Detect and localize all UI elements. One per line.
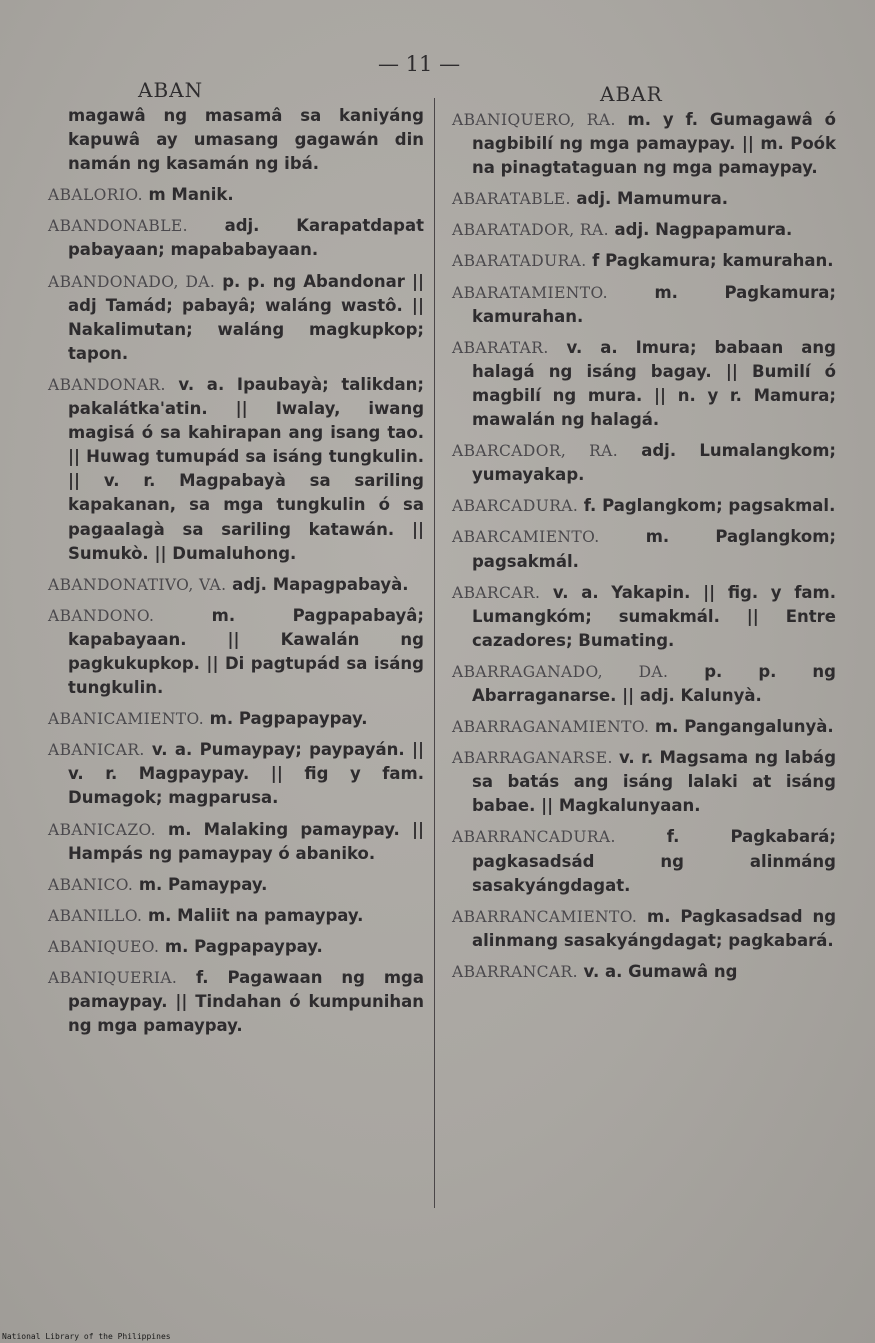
dictionary-entry: [48, 904, 424, 928]
entry-headword: ABANDONADO, DA.: [48, 272, 216, 291]
entry-headword: ABARRANCAR.: [452, 962, 578, 981]
entry-definition: m. Pagkamura; kamurahan.: [472, 282, 837, 326]
dictionary-entry: [452, 249, 836, 273]
dictionary-entry: [48, 373, 424, 566]
dictionary-entry: [452, 439, 836, 487]
entry-headword: ABANDONO.: [48, 606, 155, 625]
dictionary-entry: [452, 825, 836, 897]
entry-definition: adj. Nagpapamura.: [614, 220, 793, 240]
entry-definition: adj. Mamumura.: [576, 189, 728, 209]
dictionary-entry: [452, 281, 836, 329]
entry-headword: ABARATADURA.: [452, 252, 587, 271]
entry-headword: ABARRAGANAMIENTO.: [452, 718, 650, 737]
dictionary-entry: [452, 218, 836, 242]
entry-definition: m. Pangangalunyà.: [654, 717, 834, 737]
dictionary-entry: [452, 905, 836, 953]
entry-definition: m. Pagpapabayâ; kapabayaan. || Kawalán ng pagkukupkop. || Di pagtupád sa isáng tungkulin.: [68, 605, 424, 698]
dictionary-entry: [48, 707, 424, 731]
entry-definition: v. a. Pumaypay; paypayán. || v. r. Magpaypay. || fig y fam. Dumagok; magparusa.: [68, 740, 425, 808]
entry-headword: ABANDONAR.: [48, 375, 166, 394]
entry-definition: f. Paglangkom; pagsakmal.: [583, 496, 836, 516]
entry-definition: f. Pagawaan ng mga pamaypay. || Tindahan ó kumpunihan ng mga pamaypay.: [68, 968, 424, 1036]
dictionary-entry: [48, 270, 424, 366]
entry-headword: ABANIQUERIA.: [48, 969, 178, 987]
entry-definition: m. Pamaypay.: [138, 874, 268, 894]
entry-definition: m. Malaking pamaypay. || Hampás ng pamaypay ó abaniko.: [68, 819, 425, 863]
left-guide-word: ABAN: [138, 78, 204, 102]
dictionary-entry: [48, 738, 424, 810]
entry-headword: ABANILLO.: [48, 906, 143, 925]
entry-definition: f Pagkamura; kamurahan.: [592, 251, 834, 271]
dictionary-entry: [452, 715, 836, 739]
entry-headword: ABANICAZO.: [48, 820, 157, 839]
entry-definition: magawâ ng masamâ sa kaniyáng kapuwâ ay umasang gagawán din namán ng kasamán ng ibá.: [68, 106, 424, 174]
entry-headword: ABARCADOR, RA.: [452, 442, 619, 461]
dictionary-entry: [452, 108, 836, 180]
dictionary-entry: [48, 604, 424, 700]
dictionary-entry: [452, 746, 836, 818]
entry-headword: ABANICAR.: [48, 741, 145, 760]
entry-headword: ABARRANCADURA.: [452, 828, 616, 847]
dictionary-entry: [48, 818, 424, 866]
entry-headword: ABARATAMIENTO.: [452, 283, 609, 302]
entry-definition: adj. Mapagpabayà.: [232, 574, 409, 594]
entry-definition: v. a. Gumawâ ng: [583, 961, 738, 981]
dictionary-entry: [452, 960, 836, 984]
library-credit: National Library of the Philippines: [2, 1332, 171, 1341]
entry-headword: ABARRAGANARSE.: [452, 749, 613, 768]
entry-headword: ABARRAGANADO, DA.: [452, 662, 669, 681]
entry-definition: m. Pagkasadsad ng alinmang sasakyángdagat; pagkabará.: [472, 906, 837, 950]
entry-definition: m. Maliit na pamaypay.: [147, 905, 364, 925]
entry-definition: m. y f. Gumagawâ ó nagbibilí ng mga pamaypay. || m. Poók na pinagtataguan ng mga pamaypay.: [472, 110, 837, 178]
entry-definition: adj. Karapatdapat pabayaan; mapababayaan.: [68, 216, 425, 260]
entry-headword: ABARATAR.: [452, 338, 549, 357]
entry-definition: f. Pagkabará; pagkasadsád ng alinmáng sasakyángdagat.: [472, 827, 836, 895]
page-number: — 11 —: [378, 52, 461, 76]
entry-definition: v. a. Yakapin. || fig. y fam. Lumangkóm; sumakmál. || Entre cazadores; Bumating.: [472, 582, 836, 650]
entry-headword: ABANDONATIVO, VA.: [48, 575, 227, 594]
entry-headword: ABANIQUERO, RA.: [452, 111, 616, 129]
right-column: [452, 108, 836, 991]
entry-definition: p. p. ng Abandonar || adj Tamád; pabayâ; waláng wastô. || Nakalimutan; waláng magkupkop; tapon.: [68, 271, 425, 363]
entry-definition: m. Pagpapaypay.: [209, 709, 368, 729]
entry-definition: m. Paglangkom; pagsakmál.: [472, 527, 837, 571]
dictionary-entry: [48, 873, 424, 897]
dictionary-entry: [48, 104, 424, 176]
entry-headword: ABANDONABLE.: [48, 217, 188, 236]
entry-definition: adj. Lumalangkom; yumayakap.: [472, 441, 836, 485]
dictionary-entry: [452, 494, 836, 518]
entry-headword: ABARCAR.: [452, 583, 541, 602]
dictionary-entry: [48, 966, 424, 1038]
dictionary-entry: [48, 183, 424, 207]
page-header: [0, 50, 875, 106]
dictionary-entry: [452, 581, 836, 653]
entry-headword: ABARATADOR, RA.: [452, 221, 609, 240]
dictionary-entry: [452, 336, 836, 432]
entry-headword: ABARRANCAMIENTO.: [452, 907, 638, 926]
entry-definition: p. p. ng Abarraganarse. || adj. Kalunyà.: [472, 661, 836, 705]
entry-definition: v. r. Magsama ng labág sa batás ang isáng lalaki at isáng babae. || Magkalunyaan.: [472, 748, 837, 816]
entry-headword: ABALORIO.: [48, 186, 143, 205]
left-column: [48, 104, 424, 1045]
entry-definition: m. Pagpapaypay.: [164, 936, 323, 956]
entry-headword: ABARCAMIENTO.: [452, 528, 600, 547]
dictionary-entry: [48, 214, 424, 262]
dictionary-entry: [452, 660, 836, 708]
column-divider: [434, 98, 435, 1208]
entry-headword: ABARATABLE.: [452, 190, 571, 209]
entry-headword: ABARCADURA.: [452, 497, 579, 516]
entry-definition: m Manik.: [148, 185, 234, 205]
entry-headword: ABANICO.: [48, 875, 134, 894]
entry-headword: ABANICAMIENTO.: [48, 710, 205, 729]
dictionary-entry: [452, 187, 836, 211]
dictionary-entry: [48, 573, 424, 597]
entry-definition: v. a. Ipaubayà; talikdan; pakalátka'atin. || Iwalay, iwang magisá ó sa kahirapan ang isang tao. || Huwag tumupád sa isáng tungkulin. || v. r. Magpabayà sa sariling kapakanan, sa mga tungkulin ó sa pagaalagà sa sariling katawán. || Sumukò. || Dumaluhong.: [68, 374, 425, 563]
entry-definition: v. a. Imura; babaan ang halagá ng isáng bagay. || Bumilí ó magbilí ng mura. || n. y r. Mamura; mawalán ng halagá.: [472, 337, 836, 430]
entry-headword: ABANIQUEO.: [48, 937, 160, 956]
dictionary-entry: [48, 935, 424, 959]
right-guide-word: ABAR: [600, 82, 663, 106]
dictionary-entry: [452, 525, 836, 573]
